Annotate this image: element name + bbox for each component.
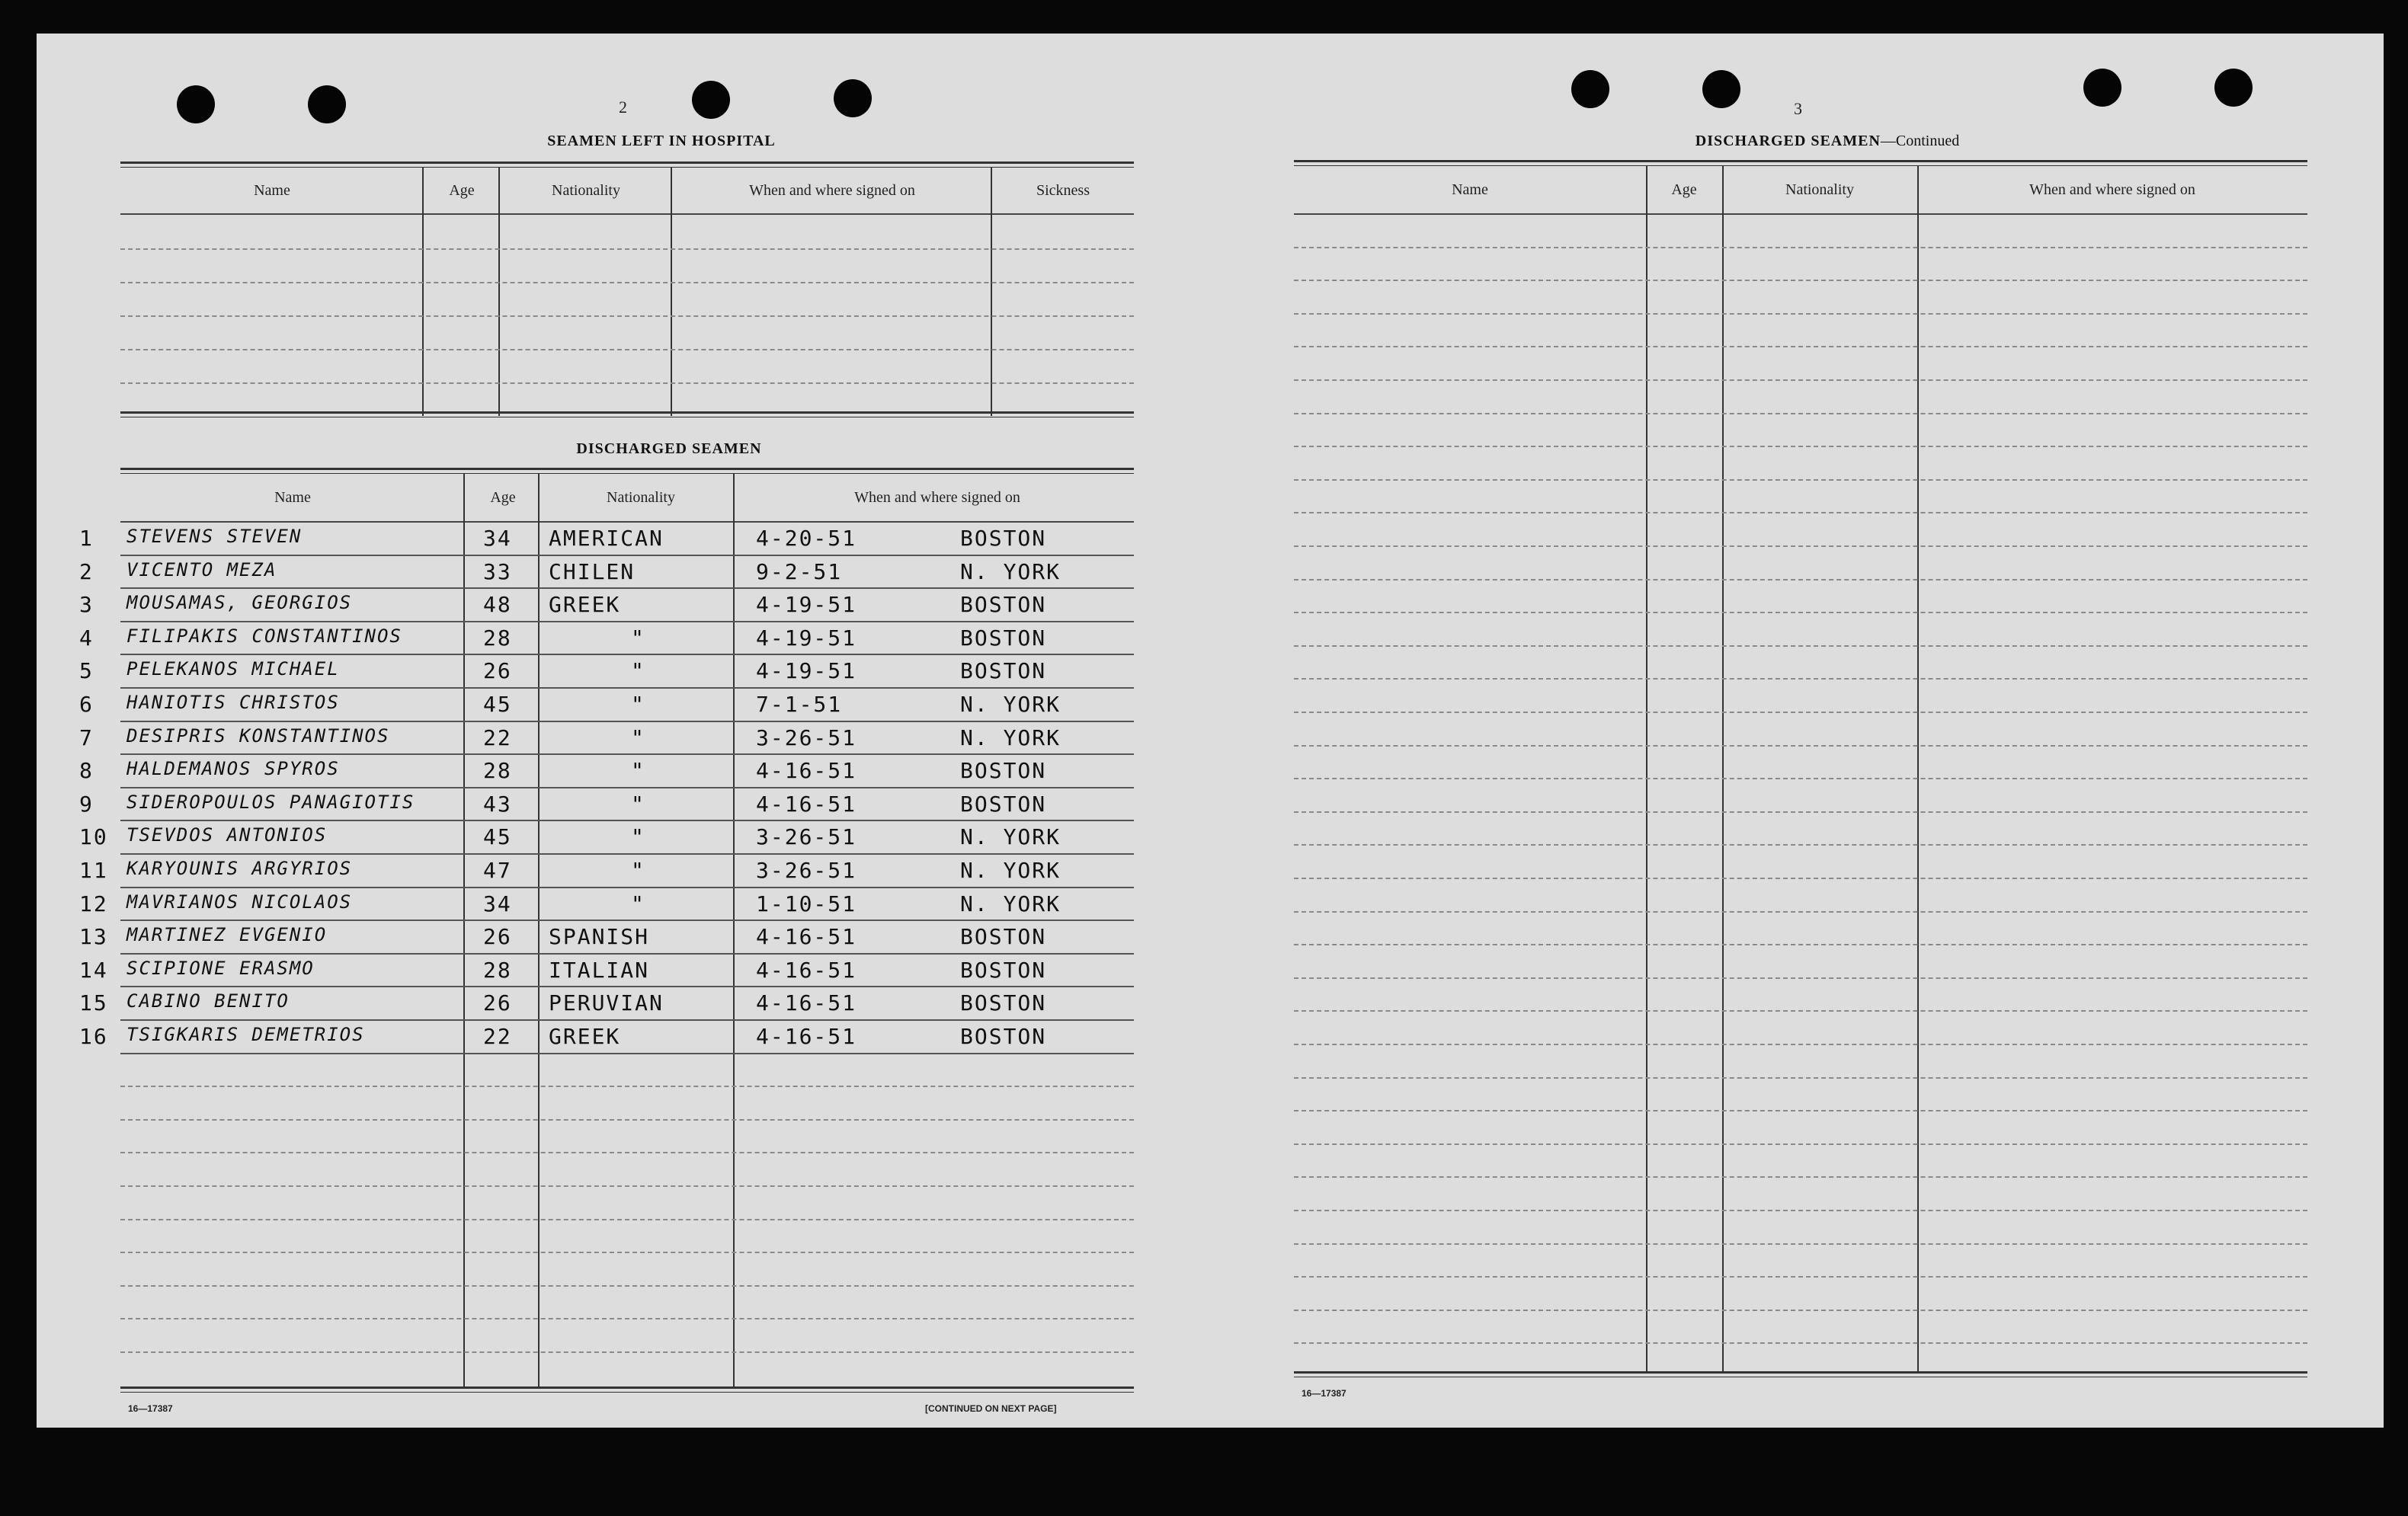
seaman-nationality: CHILEN bbox=[549, 558, 636, 584]
discharged-row-rule bbox=[120, 1252, 1134, 1253]
signed-on-place: BOSTON bbox=[960, 990, 1047, 1016]
row-number: 3 bbox=[79, 592, 94, 618]
signed-on-date: 4-16-51 bbox=[756, 957, 857, 983]
discharged-row-rule bbox=[120, 621, 1134, 622]
hospital-bottom-rule bbox=[120, 411, 1134, 417]
right-row-rule bbox=[1294, 512, 2307, 513]
right-row-rule bbox=[1294, 911, 2307, 913]
discharged-row-rule bbox=[120, 587, 1134, 589]
discharged-col-signed-on: When and where signed on bbox=[854, 488, 1020, 506]
right-form-number: 16—17387 bbox=[1302, 1388, 1346, 1399]
hospital-row-rule bbox=[120, 248, 1134, 250]
signed-on-date: 1-10-51 bbox=[756, 891, 857, 916]
right-top-rule bbox=[1294, 160, 2307, 166]
signed-on-place: N. YORK bbox=[960, 724, 1062, 750]
right-row-rule bbox=[1294, 1210, 2307, 1211]
continued-note: [CONTINUED ON NEXT PAGE] bbox=[925, 1403, 1057, 1414]
discharged-row-rule bbox=[120, 787, 1134, 788]
signed-on-date: 4-20-51 bbox=[756, 526, 857, 551]
right-row-rule bbox=[1294, 1176, 2307, 1178]
hospital-row-rule bbox=[120, 349, 1134, 350]
seaman-age: 34 bbox=[483, 526, 512, 551]
punch-hole bbox=[692, 81, 730, 119]
right-col-age: Age bbox=[1671, 181, 1697, 198]
right-row-rule bbox=[1294, 1342, 2307, 1344]
discharged-row-rule bbox=[120, 687, 1134, 689]
seaman-nationality: " bbox=[631, 791, 645, 817]
seaman-nationality: " bbox=[631, 824, 645, 850]
discharged-table-header bbox=[120, 474, 1134, 523]
seaman-age: 43 bbox=[483, 791, 512, 817]
signed-on-place: BOSTON bbox=[960, 526, 1047, 551]
seaman-nationality: AMERICAN bbox=[549, 526, 664, 551]
seaman-nationality: " bbox=[631, 758, 645, 784]
right-row-rule bbox=[1294, 1143, 2307, 1145]
seaman-age: 34 bbox=[483, 891, 512, 916]
discharged-row-rule bbox=[120, 887, 1134, 888]
seaman-age: 22 bbox=[483, 724, 512, 750]
hospital-col-divider bbox=[991, 168, 992, 416]
row-number: 10 bbox=[79, 824, 108, 850]
seaman-age: 22 bbox=[483, 1024, 512, 1049]
seaman-name: PELEKANOS MICHAEL bbox=[126, 658, 340, 680]
discharged-col-nationality: Nationality bbox=[607, 488, 675, 506]
hospital-col-age: Age bbox=[449, 181, 475, 199]
right-row-rule bbox=[1294, 712, 2307, 713]
signed-on-place: BOSTON bbox=[960, 658, 1047, 684]
seaman-name: TSEVDOS ANTONIOS bbox=[126, 824, 328, 846]
discharged-row-rule bbox=[120, 721, 1134, 722]
seaman-nationality: " bbox=[631, 625, 645, 651]
seaman-age: 45 bbox=[483, 692, 512, 717]
punch-hole bbox=[177, 85, 215, 123]
discharged-row-rule bbox=[120, 654, 1134, 655]
discharged-row-rule bbox=[120, 1119, 1134, 1121]
right-col-name: Name bbox=[1452, 181, 1488, 198]
seaman-age: 28 bbox=[483, 625, 512, 651]
right-row-rule bbox=[1294, 778, 2307, 779]
signed-on-place: N. YORK bbox=[960, 858, 1062, 883]
hospital-section-title: SEAMEN LEFT IN HOSPITAL bbox=[547, 133, 776, 149]
signed-on-place: BOSTON bbox=[960, 957, 1047, 983]
right-section-title bbox=[1294, 133, 2361, 150]
hospital-top-rule bbox=[120, 162, 1134, 168]
right-row-rule bbox=[1294, 1310, 2307, 1311]
signed-on-date: 4-16-51 bbox=[756, 791, 857, 817]
signed-on-place: BOSTON bbox=[960, 1024, 1047, 1049]
seaman-nationality: GREEK bbox=[549, 1024, 621, 1049]
hospital-col-divider bbox=[498, 168, 500, 416]
discharged-row-rule bbox=[120, 1285, 1134, 1287]
seaman-name: DESIPRIS KONSTANTINOS bbox=[126, 724, 390, 747]
hospital-row-rule bbox=[120, 382, 1134, 384]
right-row-rule bbox=[1294, 1276, 2307, 1278]
seaman-nationality: " bbox=[631, 692, 645, 717]
left-page-number: 2 bbox=[619, 98, 627, 117]
hospital-col-name: Name bbox=[254, 181, 290, 199]
seaman-nationality: SPANISH bbox=[549, 924, 650, 950]
discharged-row-rule bbox=[120, 1219, 1134, 1220]
right-row-rule bbox=[1294, 977, 2307, 979]
discharged-row-rule bbox=[120, 1351, 1134, 1353]
signed-on-place: BOSTON bbox=[960, 791, 1047, 817]
discharged-row-rule bbox=[120, 920, 1134, 921]
seaman-name: CABINO BENITO bbox=[126, 990, 290, 1012]
right-row-rule bbox=[1294, 1243, 2307, 1245]
seaman-age: 28 bbox=[483, 957, 512, 983]
hospital-row-rule bbox=[120, 315, 1134, 317]
seaman-name: MARTINEZ EVGENIO bbox=[126, 924, 328, 946]
right-row-rule bbox=[1294, 1110, 2307, 1111]
discharged-row-rule bbox=[120, 853, 1134, 855]
right-row-rule bbox=[1294, 346, 2307, 347]
row-number: 2 bbox=[79, 558, 94, 584]
hospital-row-rule bbox=[120, 282, 1134, 283]
discharged-row-rule bbox=[120, 953, 1134, 955]
right-row-rule bbox=[1294, 413, 2307, 414]
seaman-age: 33 bbox=[483, 558, 512, 584]
hospital-col-sickness: Sickness bbox=[1036, 181, 1090, 199]
row-number: 7 bbox=[79, 724, 94, 750]
right-row-rule bbox=[1294, 313, 2307, 315]
punch-hole bbox=[308, 85, 346, 123]
signed-on-place: BOSTON bbox=[960, 625, 1047, 651]
right-row-rule bbox=[1294, 645, 2307, 647]
signed-on-date: 7-1-51 bbox=[756, 692, 843, 717]
seaman-age: 28 bbox=[483, 758, 512, 784]
row-number: 1 bbox=[79, 526, 94, 551]
seaman-name: MOUSAMAS, GEORGIOS bbox=[126, 592, 353, 614]
signed-on-place: N. YORK bbox=[960, 558, 1062, 584]
discharged-bottom-rule bbox=[120, 1386, 1134, 1393]
seaman-name: STEVENS STEVEN bbox=[126, 526, 303, 547]
discharged-row-rule bbox=[120, 1185, 1134, 1187]
right-page-number: 3 bbox=[1794, 99, 1802, 118]
right-row-rule bbox=[1294, 1010, 2307, 1012]
hospital-col-nationality: Nationality bbox=[552, 181, 620, 199]
right-row-rule bbox=[1294, 280, 2307, 281]
discharged-row-rule bbox=[120, 1086, 1134, 1087]
signed-on-place: N. YORK bbox=[960, 824, 1062, 850]
seaman-age: 26 bbox=[483, 924, 512, 950]
row-number: 14 bbox=[79, 957, 108, 983]
row-number: 11 bbox=[79, 858, 108, 883]
right-row-rule bbox=[1294, 811, 2307, 813]
row-number: 16 bbox=[79, 1024, 108, 1049]
signed-on-place: BOSTON bbox=[960, 758, 1047, 784]
seaman-nationality: " bbox=[631, 658, 645, 684]
signed-on-date: 4-16-51 bbox=[756, 924, 857, 950]
seaman-nationality: " bbox=[631, 891, 645, 916]
punch-hole bbox=[1702, 70, 1740, 108]
discharged-col-divider bbox=[733, 474, 735, 1386]
row-number: 4 bbox=[79, 625, 94, 651]
hospital-col-divider bbox=[422, 168, 424, 416]
right-title-main: DISCHARGED SEAMEN bbox=[1695, 133, 1881, 149]
hospital-col-signed-on: When and where signed on bbox=[749, 181, 915, 199]
signed-on-place: N. YORK bbox=[960, 891, 1062, 916]
right-row-rule bbox=[1294, 844, 2307, 846]
punch-hole bbox=[1571, 70, 1609, 108]
row-number: 6 bbox=[79, 692, 94, 717]
punch-hole bbox=[2214, 69, 2253, 107]
right-col-nationality: Nationality bbox=[1785, 181, 1854, 198]
right-row-rule bbox=[1294, 579, 2307, 580]
row-number: 13 bbox=[79, 924, 108, 950]
seaman-name: MAVRIANOS NICOLAOS bbox=[126, 891, 353, 913]
seaman-name: SCIPIONE ERASMO bbox=[126, 957, 315, 979]
right-table-header bbox=[1294, 166, 2307, 215]
punch-hole bbox=[2083, 69, 2121, 107]
discharged-row-rule bbox=[120, 1318, 1134, 1319]
signed-on-place: BOSTON bbox=[960, 592, 1047, 618]
seaman-age: 47 bbox=[483, 858, 512, 883]
seaman-age: 26 bbox=[483, 658, 512, 684]
right-row-rule bbox=[1294, 545, 2307, 547]
row-number: 12 bbox=[79, 891, 108, 916]
signed-on-place: BOSTON bbox=[960, 924, 1047, 950]
discharged-col-divider bbox=[463, 474, 465, 1386]
signed-on-date: 4-16-51 bbox=[756, 990, 857, 1016]
seaman-name: SIDEROPOULOS PANAGIOTIS bbox=[126, 791, 415, 813]
right-row-rule bbox=[1294, 1044, 2307, 1045]
signed-on-date: 9-2-51 bbox=[756, 558, 843, 584]
discharged-section-title: DISCHARGED SEAMEN bbox=[576, 440, 762, 457]
right-row-rule bbox=[1294, 479, 2307, 481]
seaman-nationality: GREEK bbox=[549, 592, 621, 618]
discharged-col-divider bbox=[538, 474, 540, 1386]
signed-on-date: 4-19-51 bbox=[756, 625, 857, 651]
signed-on-date: 4-19-51 bbox=[756, 658, 857, 684]
signed-on-date: 3-26-51 bbox=[756, 824, 857, 850]
signed-on-date: 4-16-51 bbox=[756, 758, 857, 784]
discharged-row-rule bbox=[120, 820, 1134, 821]
seaman-nationality: " bbox=[631, 858, 645, 883]
right-bottom-rule bbox=[1294, 1371, 2307, 1377]
signed-on-date: 4-19-51 bbox=[756, 592, 857, 618]
discharged-row-rule bbox=[120, 1053, 1134, 1054]
discharged-col-name: Name bbox=[274, 488, 311, 506]
discharged-row-rule bbox=[120, 1152, 1134, 1153]
discharged-col-age: Age bbox=[490, 488, 516, 506]
right-col-signed-on: When and where signed on bbox=[2029, 181, 2195, 198]
seaman-name: KARYOUNIS ARGYRIOS bbox=[126, 858, 353, 879]
right-row-rule bbox=[1294, 379, 2307, 381]
discharged-row-rule bbox=[120, 753, 1134, 755]
seaman-name: FILIPAKIS CONSTANTINOS bbox=[126, 625, 402, 647]
signed-on-date: 3-26-51 bbox=[756, 858, 857, 883]
discharged-row-rule bbox=[120, 986, 1134, 987]
right-row-rule bbox=[1294, 745, 2307, 747]
signed-on-date: 4-16-51 bbox=[756, 1024, 857, 1049]
discharged-row-rule bbox=[120, 555, 1134, 556]
punch-hole bbox=[834, 79, 872, 117]
seaman-age: 45 bbox=[483, 824, 512, 850]
right-row-rule bbox=[1294, 878, 2307, 879]
signed-on-place: N. YORK bbox=[960, 692, 1062, 717]
seaman-nationality: " bbox=[631, 724, 645, 750]
seaman-name: HALDEMANOS SPYROS bbox=[126, 758, 340, 780]
right-row-rule bbox=[1294, 247, 2307, 248]
seaman-name: HANIOTIS CHRISTOS bbox=[126, 692, 340, 713]
seaman-name: VICENTO MEZA bbox=[126, 558, 277, 580]
hospital-table-header bbox=[120, 168, 1134, 215]
right-row-rule bbox=[1294, 944, 2307, 945]
seaman-nationality: ITALIAN bbox=[549, 957, 650, 983]
row-number: 5 bbox=[79, 658, 94, 684]
seaman-age: 48 bbox=[483, 592, 512, 618]
discharged-top-rule bbox=[120, 468, 1134, 474]
row-number: 15 bbox=[79, 990, 108, 1016]
signed-on-date: 3-26-51 bbox=[756, 724, 857, 750]
left-form-number: 16—17387 bbox=[128, 1403, 173, 1414]
hospital-col-divider bbox=[671, 168, 672, 416]
seaman-nationality: PERUVIAN bbox=[549, 990, 664, 1016]
right-row-rule bbox=[1294, 446, 2307, 447]
seaman-name: TSIGKARIS DEMETRIOS bbox=[126, 1024, 365, 1045]
right-row-rule bbox=[1294, 612, 2307, 613]
row-number: 8 bbox=[79, 758, 94, 784]
document-sheet bbox=[37, 34, 2384, 1428]
right-title-continued: —Continued bbox=[1880, 133, 1960, 149]
right-row-rule bbox=[1294, 678, 2307, 680]
seaman-age: 26 bbox=[483, 990, 512, 1016]
discharged-row-rule bbox=[120, 1019, 1134, 1021]
row-number: 9 bbox=[79, 791, 94, 817]
right-row-rule bbox=[1294, 1077, 2307, 1079]
